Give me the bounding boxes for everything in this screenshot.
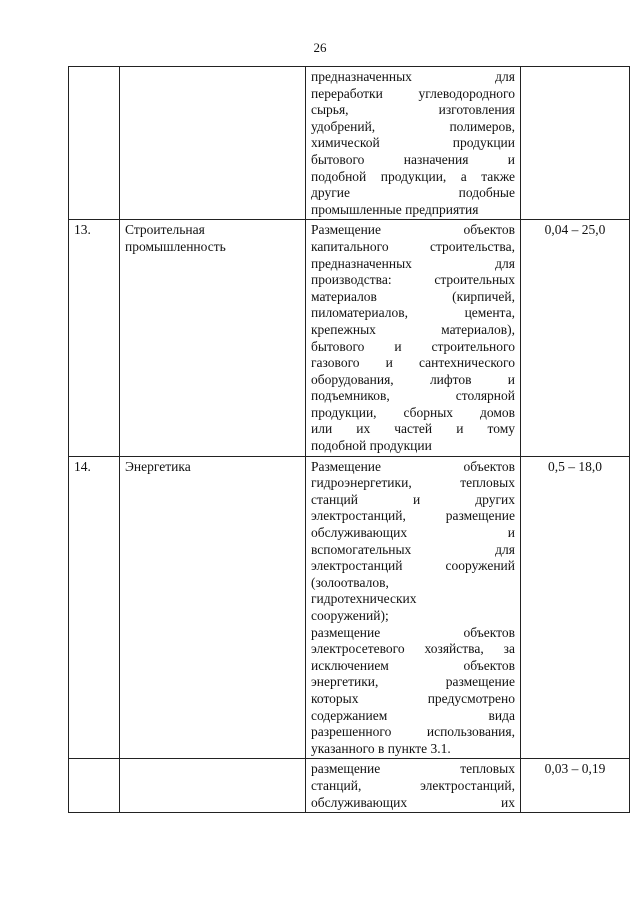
land-use-table xyxy=(68,66,630,813)
description-line: электростанций, размещение xyxy=(311,508,515,524)
description-line: гидроэнергетики, тепловых xyxy=(311,475,515,491)
description-line: бытового и строительного xyxy=(311,338,515,354)
description-line: продукции, сборных домов xyxy=(311,404,515,420)
industry-line: Энергетика xyxy=(125,458,191,474)
description-line: станций, электростанций, xyxy=(311,777,515,793)
description-line: разрешенного использования, xyxy=(311,724,515,740)
row-number-cell: 14. xyxy=(69,456,120,759)
description-line: предназначенных для xyxy=(311,255,515,271)
value-range-cell: 0,03 – 0,19 xyxy=(521,759,630,813)
table-row xyxy=(69,456,630,759)
row-number-cell: 13. xyxy=(69,220,120,456)
description-line: размещение объектов xyxy=(311,624,515,640)
description-line: исключением объектов xyxy=(311,657,515,673)
description-line: предназначенных для xyxy=(311,69,515,84)
industry-cell xyxy=(120,759,306,813)
description-cell xyxy=(306,456,521,759)
description-line: оборудования, лифтов и xyxy=(311,371,515,387)
description-line: сырья, изготовления xyxy=(311,102,515,118)
table-row xyxy=(69,220,630,456)
row-number-cell xyxy=(69,67,120,220)
description-line: содержанием вида xyxy=(311,707,515,723)
industry-line: промышленность xyxy=(125,238,226,254)
table-row xyxy=(69,759,630,813)
description-cell xyxy=(306,67,521,220)
description-line: газового и сантехнического xyxy=(311,355,515,371)
description-line: энергетики, размещение xyxy=(311,674,515,690)
description-line: которых предусмотрено xyxy=(311,690,515,706)
page-number: 26 xyxy=(313,40,327,55)
description-line: производства: строительных xyxy=(311,272,515,288)
description-line: промышленные предприятия xyxy=(311,201,479,217)
description-line: пиломатериалов, цемента, xyxy=(311,305,515,321)
value-range-cell xyxy=(521,67,630,220)
description-line: подобной продукции xyxy=(311,438,432,454)
industry-cell xyxy=(120,456,306,759)
table-row xyxy=(69,67,630,220)
description-line: крепежных материалов), xyxy=(311,321,515,337)
description-line: другие подобные xyxy=(311,185,515,201)
description-line: удобрений, полимеров, xyxy=(311,118,515,134)
description-line: сооружений); xyxy=(311,608,389,623)
description-cell xyxy=(306,759,521,813)
description-line: электросетевого хозяйства, за xyxy=(311,641,515,657)
table-body xyxy=(69,67,630,813)
description-line: химической продукции xyxy=(311,135,515,151)
industry-cell xyxy=(120,220,306,456)
description-line: указанного в пункте 3.1. xyxy=(311,740,451,756)
row-number-cell xyxy=(69,759,120,813)
description-line: переработки углеводородного xyxy=(311,85,515,101)
industry-cell xyxy=(120,67,306,220)
description-line: станций и других xyxy=(311,491,515,507)
value-range-cell: 0,5 – 18,0 xyxy=(521,456,630,759)
description-line: обслуживающих их xyxy=(311,794,515,810)
description-line: Размещение объектов xyxy=(311,458,515,474)
description-line: материалов (кирпичей, xyxy=(311,288,515,304)
description-line: размещение тепловых xyxy=(311,761,515,777)
industry-line: Строительная xyxy=(125,222,205,238)
description-line: подобной продукции, а также xyxy=(311,168,515,184)
description-line: подъемников, столярной xyxy=(311,388,515,404)
description-line: бытового назначения и xyxy=(311,151,515,167)
value-range-cell: 0,04 – 25,0 xyxy=(521,220,630,456)
description-cell xyxy=(306,220,521,456)
description-line: электростанций сооружений xyxy=(311,558,515,574)
description-line: гидротехнических xyxy=(311,591,417,607)
description-line: Размещение объектов xyxy=(311,222,515,238)
description-line: обслуживающих и xyxy=(311,525,515,541)
description-line: или их частей и тому xyxy=(311,421,515,437)
description-line: (золоотвалов, xyxy=(311,574,389,590)
description-line: вспомогательных для xyxy=(311,541,515,557)
description-line: капитального строительства, xyxy=(311,238,515,254)
